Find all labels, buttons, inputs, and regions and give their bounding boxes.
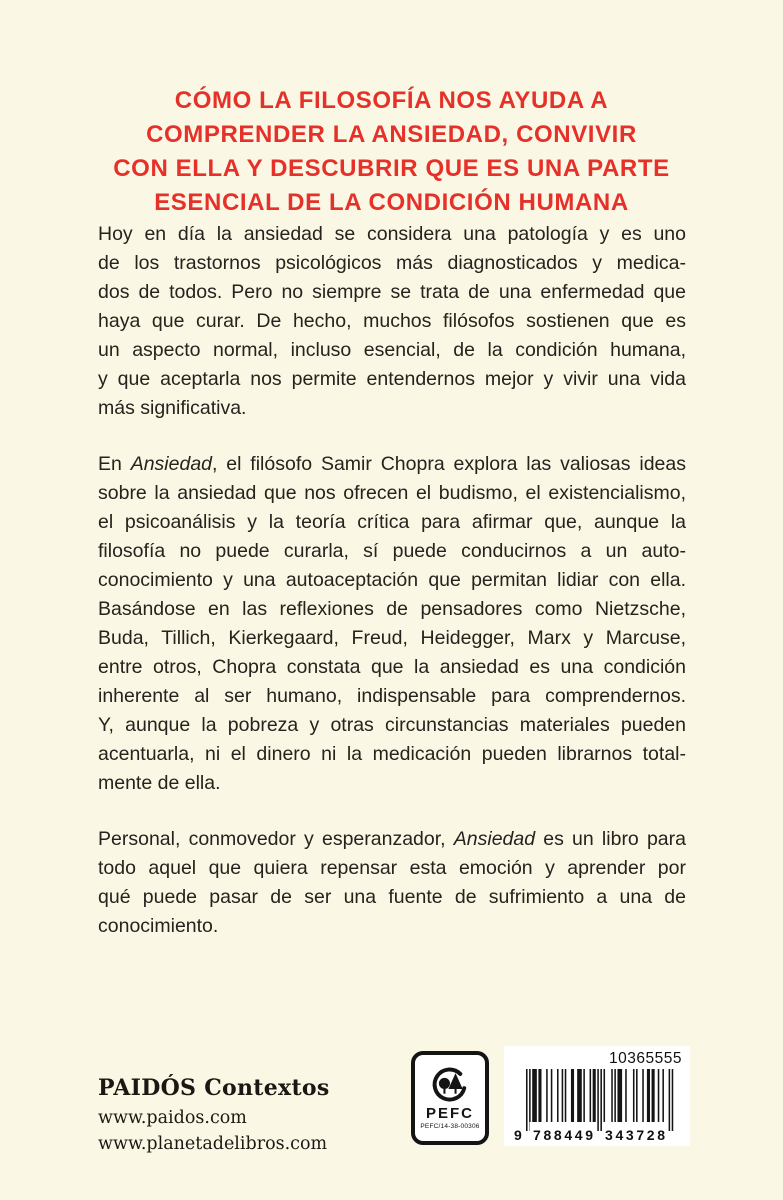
publisher-url: www.paidos.com: [98, 1108, 247, 1128]
text-line: todo aquel que quiera repensar esta emoción y aprender por: [98, 857, 686, 879]
synopsis-paragraph: [98, 825, 686, 941]
pefc-label: PEFC: [425, 1105, 474, 1122]
text-line: acentuarla, ni el dinero ni la medicación pueden librarnos total-: [98, 743, 686, 765]
pefc-code: PEFC/14-38-00306: [420, 1123, 480, 1130]
publisher-block: [98, 1074, 330, 1157]
tagline-line: ESENCIAL DE LA CONDICIÓN HUMANA: [154, 189, 629, 216]
ean-prefix-digit: 9: [514, 1127, 522, 1143]
text-line: dos de todos. Pero no siempre se trata de una enfermedad que: [98, 281, 686, 303]
text-line: Personal, conmovedor y esperanzador, Ansiedad es un libro para: [98, 828, 686, 850]
text-line: conocimiento y una autoaceptación que permitan lidiar con ella.: [98, 569, 686, 591]
ean-digit-group: 343728: [605, 1127, 665, 1143]
text-line: inherente al ser humano, indispensable para comprendernos.: [98, 685, 686, 707]
text-line: un aspecto normal, incluso esencial, de la condición humana,: [98, 339, 686, 361]
ean-barcode-icon: [512, 1069, 682, 1143]
text-line: el psicoanálisis y la teoría crítica para afirmar que, aunque la: [98, 511, 686, 533]
tagline-line: CON ELLA Y DESCUBRIR QUE ES UNA PARTE: [113, 155, 670, 182]
text-line: más significativa.: [98, 397, 247, 419]
publisher-urls: [98, 1105, 330, 1157]
synopsis: [98, 220, 686, 941]
barcode-box: [504, 1046, 690, 1146]
publisher-imprint: PAIDÓS Contextos: [98, 1075, 330, 1101]
tagline: [50, 84, 733, 220]
text-line: filosofía no puede curarla, sí puede conducirnos a un auto-: [98, 540, 686, 562]
synopsis-paragraph: [98, 220, 686, 423]
broadleaf-tree-icon: [439, 1078, 450, 1089]
text-line: qué puede pasar de ser una fuente de sufrimiento a una de: [98, 886, 686, 908]
pefc-badge: [411, 1051, 489, 1145]
pefc-trees-icon: [431, 1066, 469, 1104]
text-line: haya que curar. De hecho, muchos filósofos sostienen que es: [98, 310, 686, 332]
text-line: y que aceptarla nos permite entendernos mejor y vivir una vida: [98, 368, 686, 390]
product-code: 10365555: [609, 1050, 682, 1067]
text-line: Basándose en las reflexiones de pensadores como Nietzsche,: [98, 598, 686, 620]
text-line: conocimiento.: [98, 915, 219, 937]
text-line: Buda, Tillich, Kierkegaard, Freud, Heidegger, Marx y Marcuse,: [98, 627, 686, 649]
synopsis-paragraph: [98, 450, 686, 798]
tagline-line: COMPRENDER LA ANSIEDAD, CONVIVIR: [146, 121, 637, 148]
ean-bars: [526, 1069, 673, 1131]
text-line: En Ansiedad, el filósofo Samir Chopra explora las valiosas ideas: [98, 453, 686, 475]
text-line: mente de ella.: [98, 772, 221, 794]
publisher-url: www.planetadelibros.com: [98, 1134, 328, 1154]
text-line: Hoy en día la ansiedad se considera una patología y es uno: [98, 223, 686, 245]
text-line: Y, aunque la pobreza y otras circunstancias materiales pueden: [98, 714, 686, 736]
tagline-line: CÓMO LA FILOSOFÍA NOS AYUDA A: [174, 87, 609, 114]
text-line: entre otros, Chopra constata que la ansiedad es una condición: [98, 656, 686, 678]
ean-digit-group: 788449: [533, 1127, 593, 1143]
text-line: de los trastornos psicológicos más diagnosticados y medica-: [98, 252, 686, 274]
text-line: sobre la ansiedad que nos ofrecen el budismo, el existencialismo,: [98, 482, 686, 504]
